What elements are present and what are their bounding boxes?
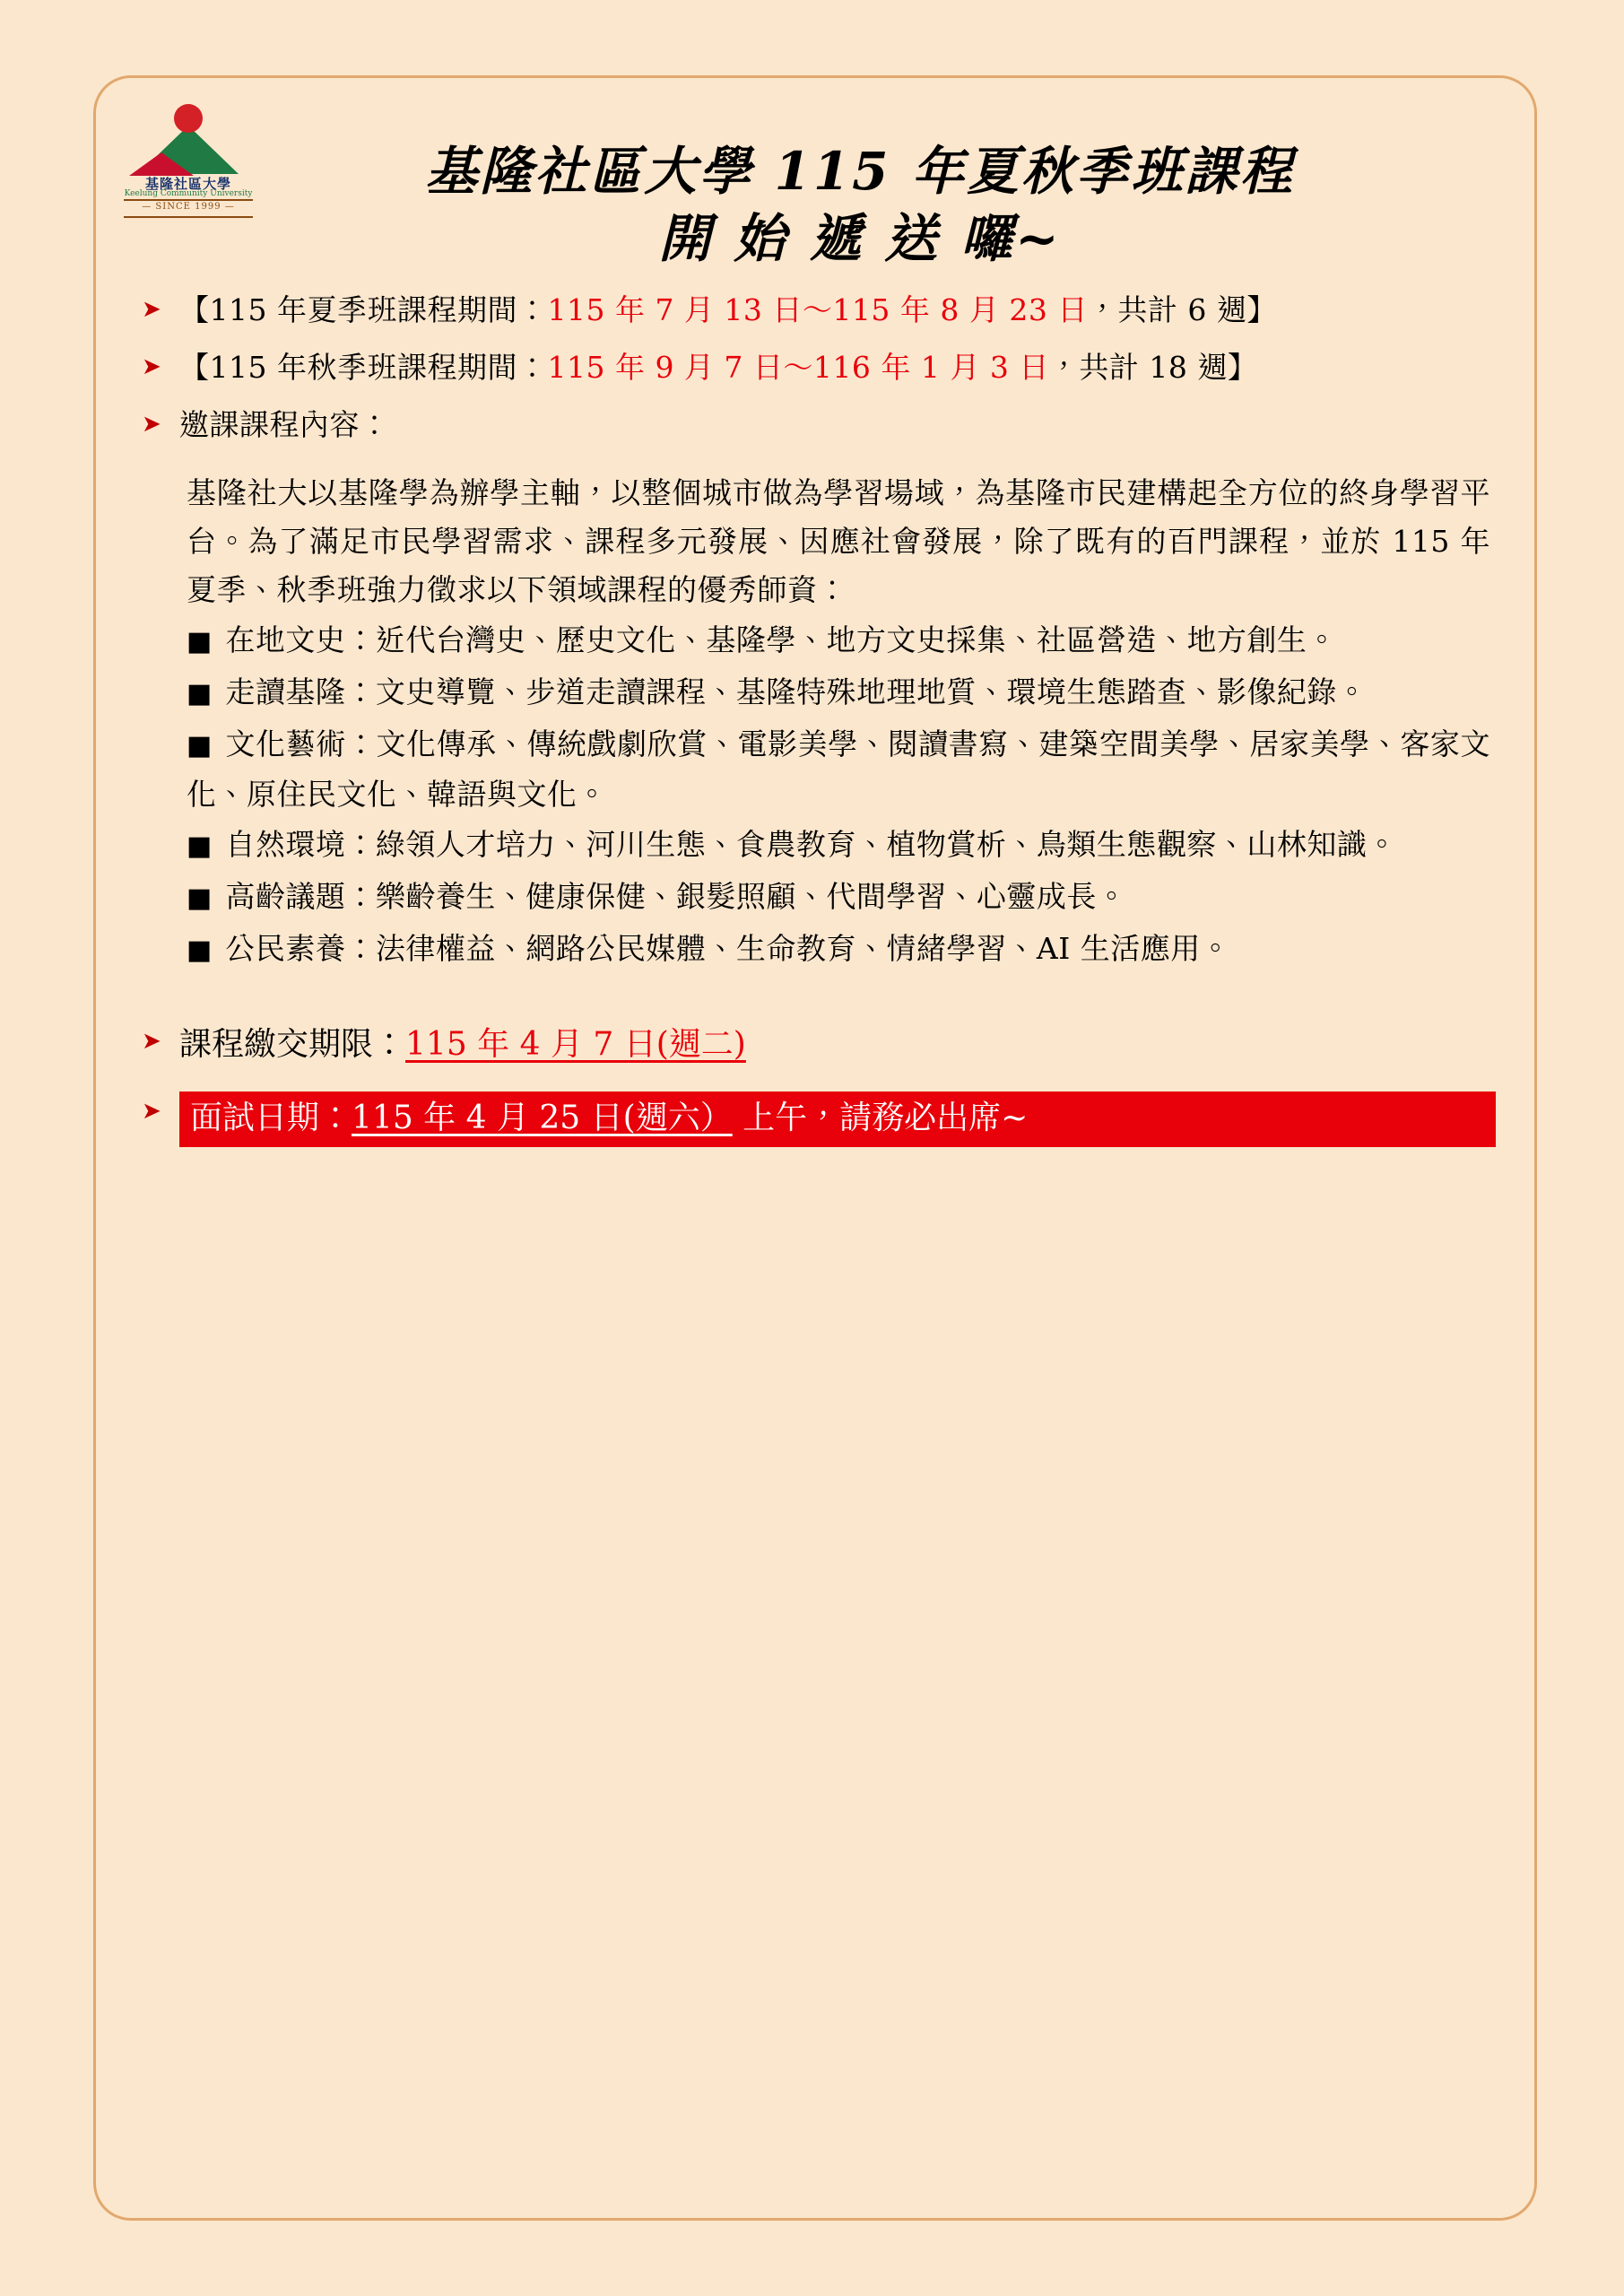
interview-date-label: 面試日期： [190, 1099, 352, 1136]
category-label: 在地文史： [225, 622, 376, 657]
square-bullet-icon: ■ [187, 729, 216, 761]
submission-deadline [179, 1022, 1496, 1068]
summer-term-prefix: 【115 年夏季班課程期間： [179, 291, 548, 327]
submission-deadline-label: 課程繳交期限： [179, 1025, 406, 1063]
body-intro-paragraph: 基隆社大以基隆學為辦學主軸，以整個城市做為學習場域，為基隆市民建構起全方位的終身學習平台。為了滿足市民學習需求、課程多元發展、因應社會發展，除了既有的百門課程，並於 115 年夏季、秋季班強力徵求以下領域課程的優秀師資： [187, 474, 1490, 607]
category-label: 走讀基隆： [225, 674, 376, 709]
autumn-term-dates: 115 年 9 月 7 日～116 年 1 月 3 日 [547, 349, 1049, 385]
category-label: 高齡議題： [225, 878, 376, 914]
submission-deadline-value: 115 年 4 月 7 日(週二) [405, 1025, 746, 1063]
list-item [135, 404, 1496, 446]
interview-date-value: 115 年 4 月 25 日(週六） [352, 1099, 733, 1136]
category-paragraph [187, 668, 1490, 718]
logo-since-text: — SINCE 1999 — [142, 202, 235, 212]
logo-name-en: Keelung Community University [124, 189, 253, 198]
category-paragraph [187, 821, 1490, 871]
interview-date-row [135, 1091, 1496, 1147]
square-bullet-icon: ■ [187, 882, 216, 914]
arrow-bullet-icon: ➤ [142, 295, 161, 323]
interview-date-highlight [179, 1091, 1496, 1147]
arrow-bullet-icon: ➤ [142, 410, 161, 438]
category-paragraph [187, 873, 1490, 923]
poster-title [251, 138, 1496, 274]
submission-deadline-row [135, 1022, 1496, 1068]
category-items: 綠領人才培力、河川生態、食農教育、植物賞析、鳥類生態觀察、山林知識。 [375, 826, 1397, 862]
arrow-bullet-icon: ➤ [142, 1027, 161, 1055]
autumn-term-prefix: 【115 年秋季班課程期間： [179, 349, 548, 385]
category-label: 公民素養： [225, 930, 376, 966]
square-bullet-icon: ■ [187, 934, 216, 966]
category-paragraph [187, 720, 1490, 819]
list-item [135, 290, 1496, 331]
summer-term-suffix: ，共計 6 週】 [1087, 291, 1277, 327]
category-label: 文化藝術： [225, 726, 377, 761]
category-items: 法律權益、網路公民媒體、生命教育、情緒學習、AI 生活應用。 [375, 930, 1231, 966]
logo-name-cn: 基隆社區大學 [144, 176, 231, 192]
autumn-term-period [179, 347, 1496, 388]
square-bullet-icon: ■ [187, 677, 216, 709]
course-content-heading: 邀課課程內容： [179, 406, 390, 442]
summer-term-period [179, 290, 1496, 331]
category-items: 文史導覽、步道走讀課程、基隆特殊地理地質、環境生態踏查、影像紀錄。 [375, 674, 1368, 709]
course-content-body [135, 469, 1496, 975]
category-items: 文化傳承、傳統戲劇欣賞、電影美學、閱讀書寫、建築空間美學、居家美學、客家文化、原住民文化、韓語與文化。 [187, 726, 1491, 812]
arrow-bullet-icon: ➤ [142, 352, 161, 380]
category-items: 近代台灣史、歷史文化、基隆學、地方文史採集、社區營造、地方創生。 [375, 622, 1337, 657]
square-bullet-icon: ■ [187, 625, 216, 657]
category-label: 自然環境： [225, 826, 376, 862]
category-paragraph [187, 616, 1490, 666]
category-items: 樂齡養生、健康保健、銀髮照顧、代間學習、心靈成長。 [375, 878, 1127, 914]
list-item [135, 347, 1496, 388]
arrow-bullet-icon: ➤ [142, 1097, 161, 1125]
title-line-1: 基隆社區大學 115 年夏秋季班課程 [425, 141, 1295, 202]
interview-date-note: 上午，請務必出席~ [732, 1099, 1029, 1136]
autumn-term-suffix: ，共計 18 週】 [1048, 349, 1258, 385]
category-paragraph [187, 925, 1490, 975]
square-bullet-icon: ■ [187, 830, 216, 862]
title-line-2: 開 始 遞 送 囉~ [658, 208, 1062, 270]
summer-term-dates: 115 年 7 月 13 日～115 年 8 月 23 日 [547, 291, 1088, 327]
poster-content [93, 75, 1537, 2221]
